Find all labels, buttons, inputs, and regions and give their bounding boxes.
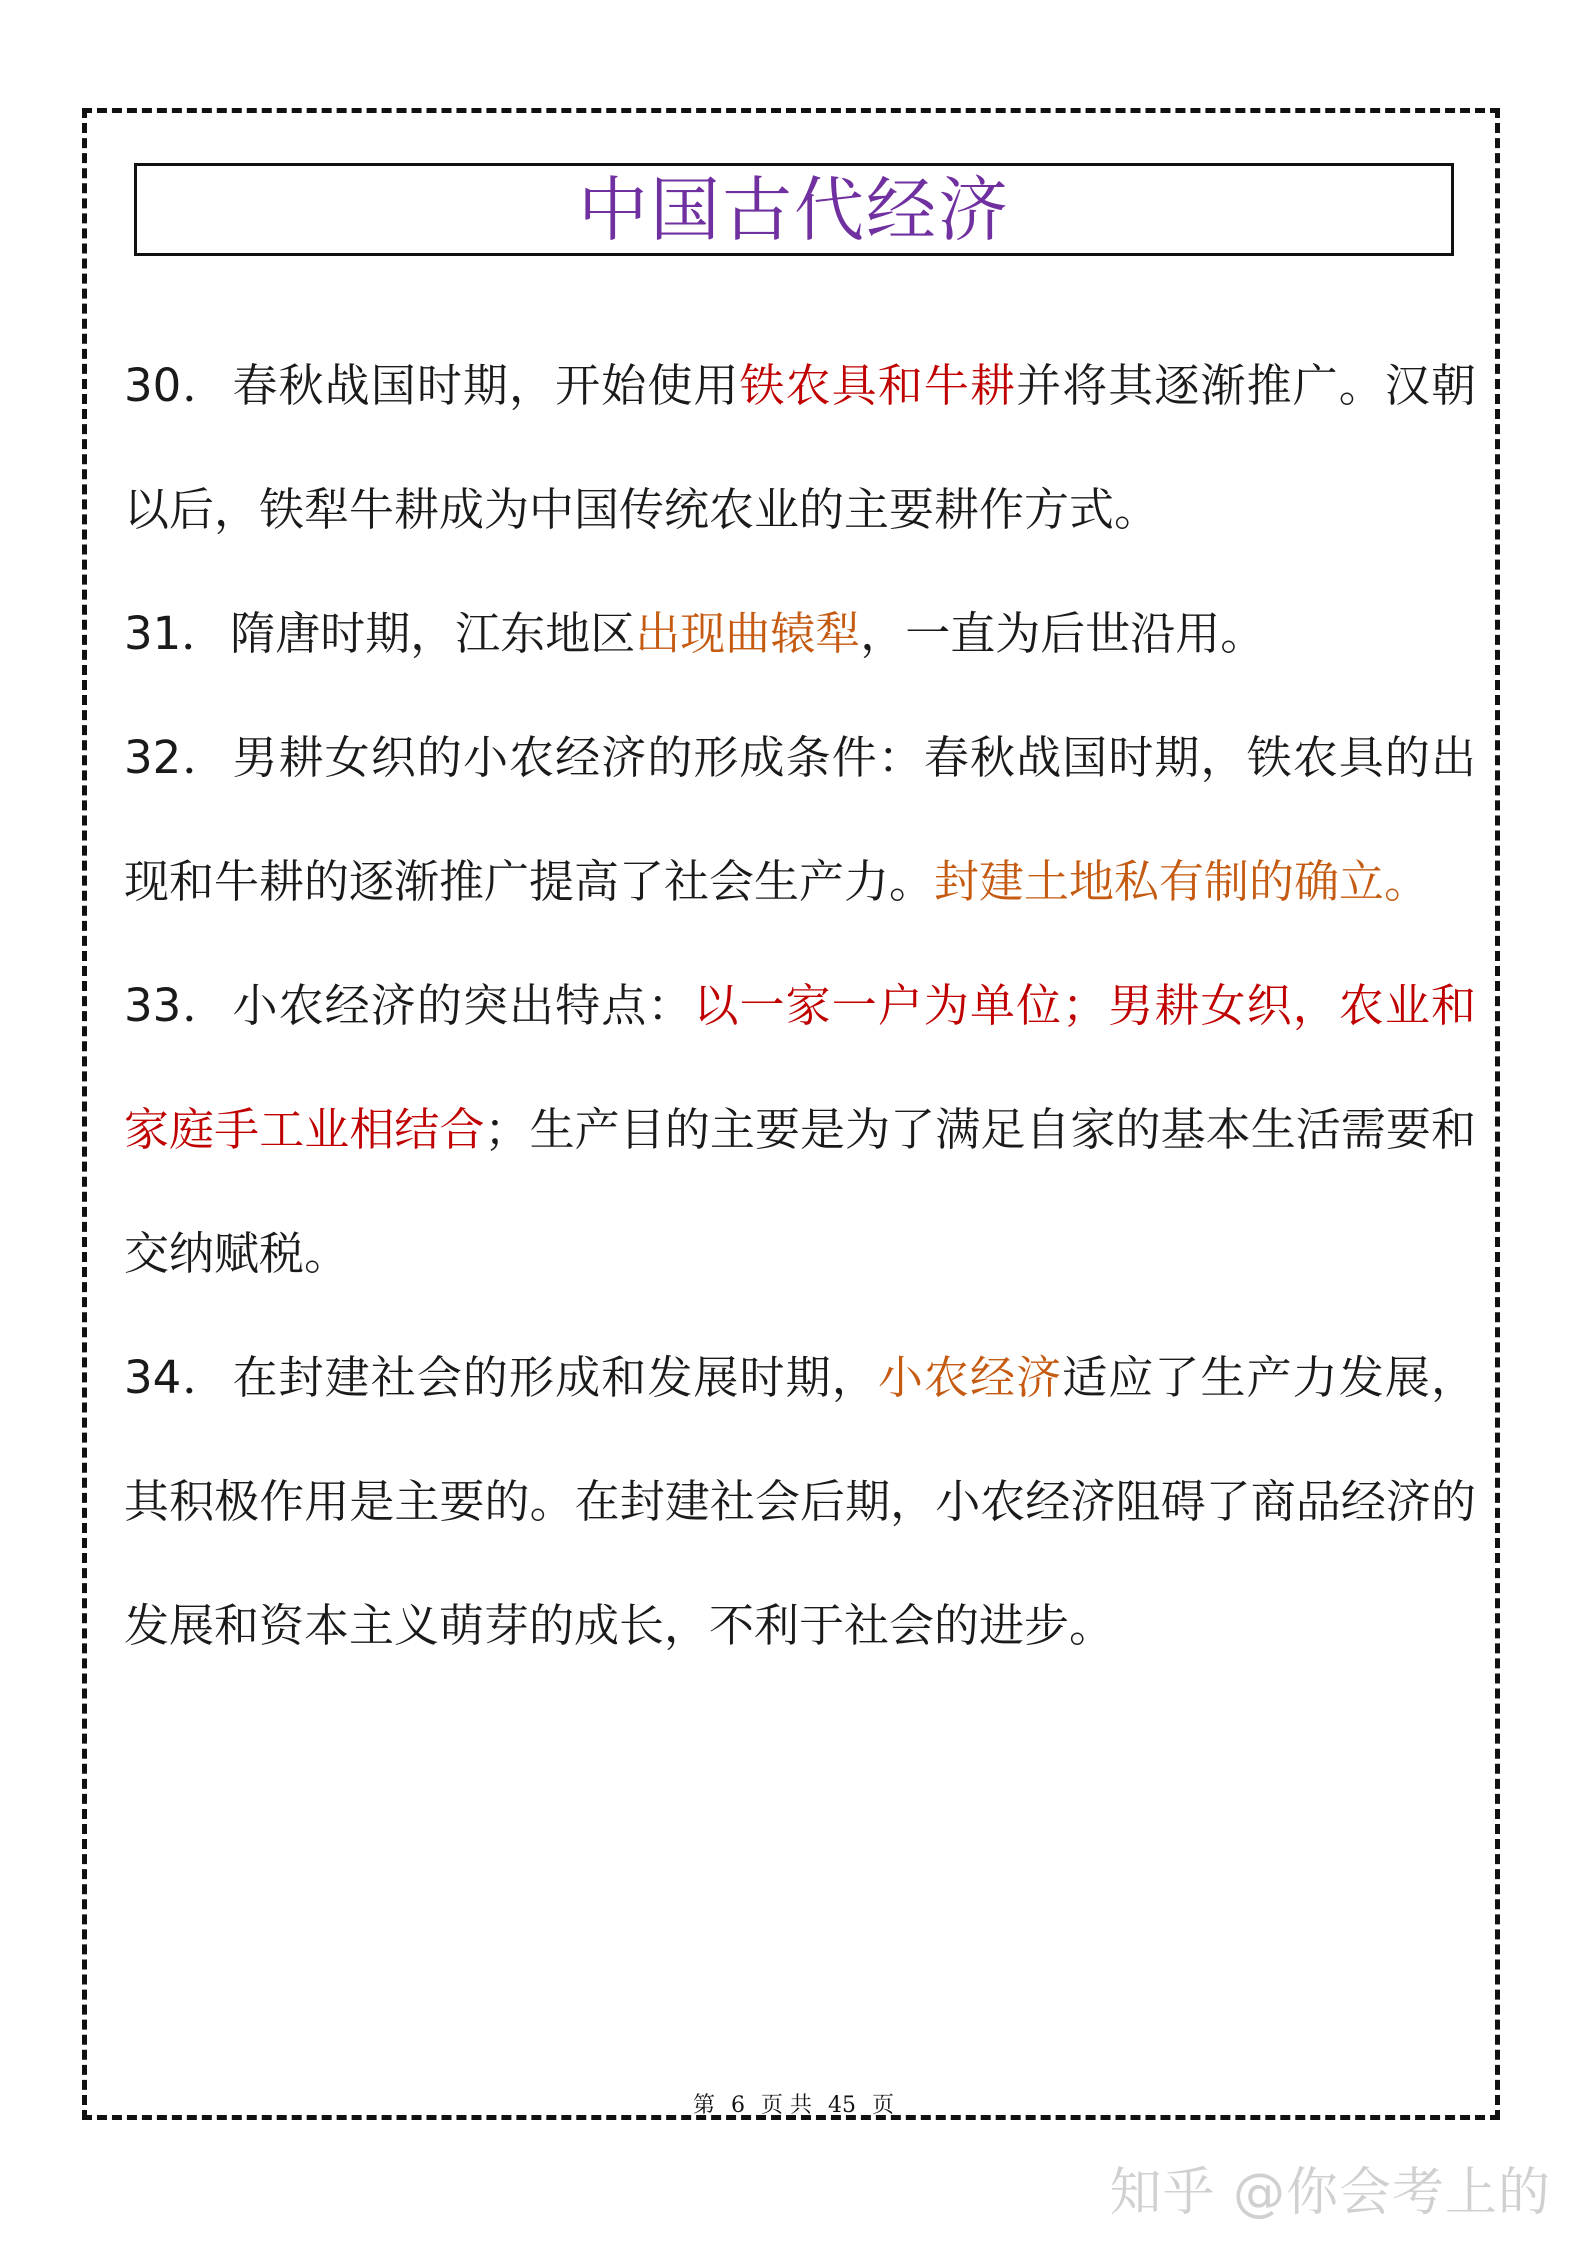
item-text: 小农经济的突出特点： <box>232 979 694 1032</box>
content-body <box>124 324 1476 1688</box>
watermark: 知乎 @你会考上的 <box>1109 2163 1551 2223</box>
item-number: 30． <box>124 359 229 412</box>
item-31 <box>124 572 1476 696</box>
item-34 <box>124 1316 1476 1688</box>
current-page-number: 6 <box>731 2093 745 2118</box>
highlight-orange: 出现曲辕犁 <box>635 607 861 660</box>
item-30 <box>124 324 1476 572</box>
item-number: 31． <box>124 607 227 660</box>
title-box <box>134 163 1454 256</box>
item-text: ；生产目的主要是为了满足自家的基本生活需要和交纳赋税。 <box>124 1103 1476 1280</box>
highlight-red: 以一家一户为单位；男耕女织，农业和家庭手工业相结合 <box>124 979 1476 1156</box>
item-text: 隋唐时期，江东地区 <box>230 607 636 660</box>
item-text: ，一直为后世沿用。 <box>860 607 1266 660</box>
highlight-orange: 封建土地私有制的确立。 <box>934 855 1430 908</box>
footer-suffix: 页 <box>872 2093 895 2118</box>
page-footer <box>0 2088 1587 2119</box>
item-text: 在封建社会的形成和发展时期， <box>232 1351 878 1404</box>
page-title: 中国古代经济 <box>578 168 1010 251</box>
item-text: 并将其逐渐推广。汉朝以后，铁犁牛耕成为中国传统农业的主要耕作方式。 <box>124 359 1476 536</box>
highlight-orange: 小农经济 <box>877 1351 1063 1404</box>
item-number: 32． <box>124 731 229 784</box>
item-text: 春秋战国时期，开始使用 <box>232 359 740 412</box>
item-number: 34． <box>124 1351 229 1404</box>
item-number: 33． <box>124 979 229 1032</box>
highlight-red: 铁农具和牛耕 <box>739 359 1017 412</box>
footer-prefix: 第 <box>692 2093 715 2118</box>
footer-middle: 页 共 <box>761 2093 812 2118</box>
item-text: 男耕女织的小农经济的形成条件：春秋战国时期，铁农具的出现和牛耕的逐渐推广提高了社会生产力。 <box>124 731 1476 908</box>
item-33 <box>124 944 1476 1316</box>
item-text: 适应了生产力发展，其积极作用是主要的。在封建社会后期，小农经济阻碍了商品经济的发展和资本主义萌芽的成长，不利于社会的进步。 <box>124 1351 1476 1652</box>
total-page-count: 45 <box>828 2093 856 2118</box>
item-32 <box>124 696 1476 944</box>
